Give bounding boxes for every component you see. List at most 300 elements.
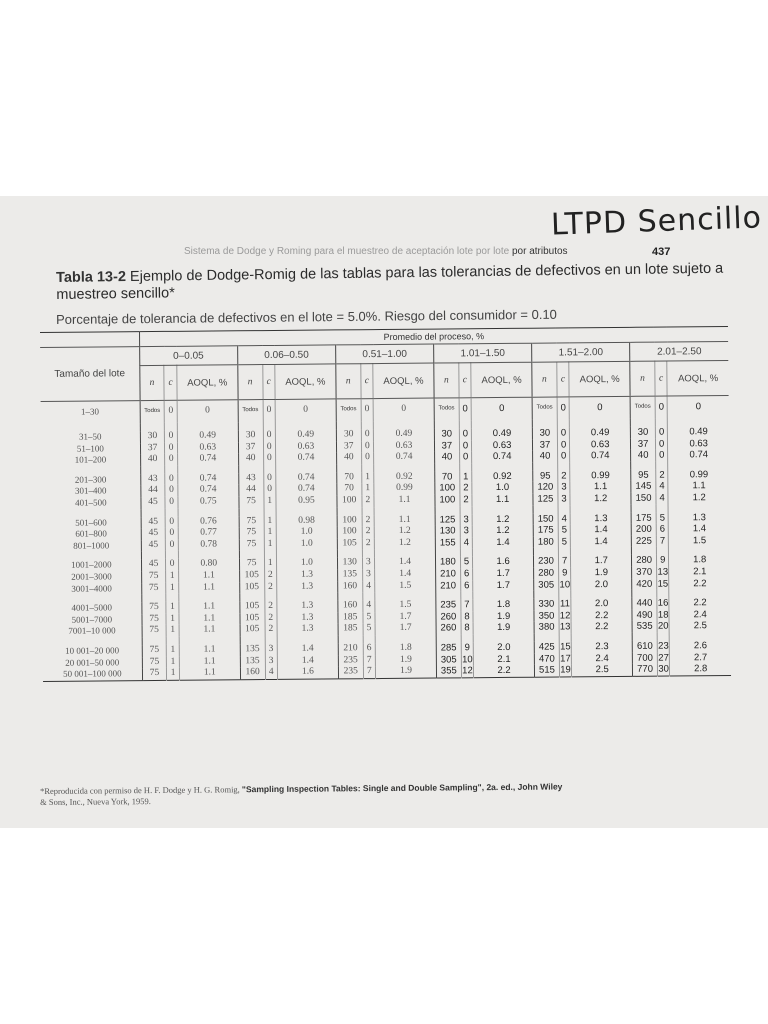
value-cell: 1.2 <box>668 492 729 504</box>
value-cell: 2.2 <box>474 665 535 678</box>
value-cell: 200 <box>631 524 656 536</box>
value-cell: 0 <box>275 399 336 422</box>
column-header-n: n <box>532 362 557 397</box>
value-cell: 280 <box>534 567 559 579</box>
value-cell: 1.9 <box>375 666 436 679</box>
value-cell: 1 <box>264 539 276 551</box>
value-cell: 1 <box>167 668 179 680</box>
value-cell: 1.0 <box>276 527 337 539</box>
value-cell: 0 <box>165 431 177 443</box>
value-cell: 0.49 <box>668 426 729 438</box>
value-cell: 3 <box>460 514 472 526</box>
value-cell: 0 <box>166 559 178 571</box>
group-header: 1.51–2.00 <box>532 342 630 362</box>
value-cell: 180 <box>435 557 460 569</box>
value-cell: 355 <box>436 665 461 677</box>
value-cell: 2.4 <box>669 609 730 621</box>
value-cell: 1.1 <box>374 514 435 526</box>
value-cell: 1.6 <box>473 556 534 568</box>
column-header-aoql: AOQL, % <box>471 362 532 398</box>
value-cell: 0.75 <box>178 496 239 508</box>
value-cell: 0.99 <box>570 470 631 482</box>
footnote-publisher: & Sons, Inc., Nueva York, 1959. <box>40 796 151 807</box>
value-cell: 5 <box>656 512 668 524</box>
value-cell: 1.1 <box>668 480 729 492</box>
value-cell: 0.74 <box>178 473 239 485</box>
value-cell: 1 <box>166 614 178 626</box>
value-cell: 0 <box>177 400 238 423</box>
value-cell: 1.9 <box>375 654 436 666</box>
value-cell: 260 <box>436 623 461 635</box>
value-cell: 8 <box>461 623 473 635</box>
value-cell: 2.1 <box>669 566 730 578</box>
value-cell: 3 <box>558 482 570 494</box>
value-cell: 0 <box>263 484 275 496</box>
value-cell: 0 <box>557 397 570 420</box>
value-cell: 45 <box>141 559 166 571</box>
value-cell: 27 <box>658 652 669 664</box>
value-cell: 30 <box>140 431 165 443</box>
value-cell: 1.5 <box>375 600 436 612</box>
value-cell: 2 <box>265 624 277 636</box>
value-cell: 18 <box>657 609 669 621</box>
table-title <box>56 261 726 304</box>
value-cell: 440 <box>632 598 657 610</box>
value-cell: 40 <box>533 451 558 463</box>
value-cell: 3 <box>362 557 374 569</box>
value-cell: 0.63 <box>177 442 238 454</box>
value-cell: 0 <box>655 427 667 439</box>
value-cell: 95 <box>631 469 656 481</box>
value-cell: 2.1 <box>473 653 534 665</box>
value-cell: 515 <box>535 665 560 677</box>
column-header-c: c <box>262 364 275 399</box>
group-header: 0–0.05 <box>139 346 237 366</box>
value-cell: 180 <box>533 536 558 548</box>
dodge-romig-table <box>40 326 731 682</box>
value-cell: 0.74 <box>276 472 337 484</box>
value-cell: 0 <box>459 451 471 463</box>
value-cell: 0 <box>557 451 569 463</box>
value-cell: 0 <box>361 429 373 441</box>
value-cell: 1.2 <box>374 526 435 538</box>
value-cell: 11 <box>559 598 570 610</box>
value-cell: 1.4 <box>277 643 338 655</box>
value-cell: 235 <box>338 655 363 667</box>
value-cell: 3 <box>265 655 277 667</box>
value-cell: 4 <box>265 667 277 679</box>
column-header-n: n <box>238 365 263 400</box>
value-cell: 40 <box>631 450 656 462</box>
value-cell: 1.1 <box>374 495 435 507</box>
value-cell: 43 <box>239 473 264 485</box>
value-cell: 7 <box>363 655 375 667</box>
value-cell: 1 <box>361 483 373 495</box>
value-cell: 16 <box>657 597 669 609</box>
value-cell: 1.1 <box>179 656 240 668</box>
column-header-aoql: AOQL, % <box>667 360 728 396</box>
value-cell: 1.5 <box>669 535 730 547</box>
value-cell: 1.7 <box>375 623 436 635</box>
value-cell: 2.2 <box>571 610 632 622</box>
value-cell: 7 <box>461 599 473 611</box>
column-header-aoql: AOQL, % <box>569 361 630 397</box>
value-cell: 235 <box>338 666 363 678</box>
value-cell: 2.5 <box>669 620 730 632</box>
value-cell: 4 <box>656 492 668 504</box>
value-cell: 0.63 <box>472 439 533 451</box>
value-cell: 1 <box>166 602 178 614</box>
value-cell: 2 <box>264 581 276 593</box>
value-cell: 0 <box>263 399 276 422</box>
value-cell: 0 <box>655 438 667 450</box>
value-cell: 105 <box>239 582 264 594</box>
value-cell: 95 <box>533 470 558 482</box>
value-cell: 0 <box>656 450 668 462</box>
value-cell: 1.1 <box>179 582 240 594</box>
column-header-n: n <box>139 365 164 400</box>
value-cell: 130 <box>337 558 362 570</box>
value-cell: 0.74 <box>374 452 435 464</box>
value-cell: 2.7 <box>670 651 731 663</box>
value-cell: 17 <box>560 652 571 664</box>
value-cell: 1.3 <box>277 569 338 581</box>
lot-size-cell: 7001–10 000 <box>68 625 116 637</box>
value-cell: 0.74 <box>668 449 729 461</box>
column-header-aoql: AOQL, % <box>275 364 336 400</box>
value-cell: 330 <box>534 599 559 611</box>
value-cell: 0 <box>667 395 728 418</box>
value-cell: 285 <box>436 642 461 654</box>
value-cell: 6 <box>363 643 375 655</box>
value-cell: 30 <box>336 429 361 441</box>
table-title-text: Ejemplo de Dodge-Romig de las tablas para las tolerancias de defectivos en un lote sujeto a muestreo sencillo* <box>56 260 724 303</box>
value-cell: 0.95 <box>276 495 337 507</box>
value-cell: 1.9 <box>473 622 534 634</box>
value-cell: 12 <box>559 610 571 622</box>
value-cell: 5 <box>558 525 570 537</box>
value-cell: 2 <box>265 613 277 625</box>
value-cell: 105 <box>240 624 265 636</box>
value-cell: 1.3 <box>277 612 338 624</box>
group-header: 1.01–1.50 <box>434 343 532 363</box>
table-label: Tabla 13-2 <box>56 269 127 286</box>
lot-size-cell: 201–300 <box>74 474 107 485</box>
value-cell: 30 <box>532 427 557 439</box>
group-header: 0.51–1.00 <box>335 344 433 364</box>
value-cell: 70 <box>337 472 362 484</box>
value-cell: 75 <box>239 558 264 570</box>
value-cell: 160 <box>338 600 363 612</box>
value-cell: 1.2 <box>472 525 533 537</box>
value-cell: 1 <box>361 472 373 484</box>
value-cell: 1.0 <box>276 538 337 550</box>
value-cell: Todos <box>630 396 655 419</box>
value-cell: 3 <box>558 493 570 505</box>
lot-size-cell: 601–800 <box>75 528 107 539</box>
value-cell: 0 <box>165 474 177 486</box>
value-cell: 0.74 <box>472 451 533 463</box>
lot-size-cell: 801–1000 <box>73 540 110 551</box>
value-cell: 1 <box>166 571 178 583</box>
value-cell: 225 <box>632 535 657 547</box>
value-cell: 770 <box>633 664 658 676</box>
value-cell: 125 <box>435 514 460 526</box>
value-cell: 1.1 <box>178 570 239 582</box>
value-cell: 37 <box>434 440 459 452</box>
value-cell: 185 <box>338 624 363 636</box>
value-cell: 135 <box>240 656 265 668</box>
value-cell: 0 <box>165 442 177 454</box>
value-cell: 1.0 <box>276 558 337 570</box>
value-cell: 75 <box>142 625 167 637</box>
value-cell: 0.98 <box>276 515 337 527</box>
value-cell: 0 <box>166 540 178 552</box>
value-cell: 3 <box>265 644 277 656</box>
value-cell: 100 <box>435 494 460 506</box>
value-cell: 490 <box>632 609 657 621</box>
value-cell: 3 <box>460 525 472 537</box>
value-cell: 0 <box>263 430 275 442</box>
value-cell: 37 <box>336 441 361 453</box>
running-head-light: Sistema de Dodge y Roming para el muestreo de aceptación lote por lote <box>184 246 510 257</box>
value-cell: 2 <box>460 494 472 506</box>
value-cell: 1.1 <box>179 601 240 613</box>
value-cell: Todos <box>434 398 459 421</box>
value-cell: 70 <box>435 471 460 483</box>
value-cell: 0.74 <box>276 453 337 465</box>
value-cell: 19 <box>560 664 571 676</box>
value-cell: 0.74 <box>177 453 238 465</box>
value-cell: Todos <box>532 397 557 420</box>
value-cell: 1.7 <box>473 568 534 580</box>
value-cell: 305 <box>436 654 461 666</box>
lot-size-cell: 50 001–100 000 <box>63 668 122 679</box>
value-cell: 75 <box>239 516 264 528</box>
value-cell: 0 <box>557 439 569 451</box>
table-subtitle: Porcentaje de tolerancia de defectivos en el lote = 5.0%. Riesgo del consumidor = 0.10 <box>56 306 557 327</box>
value-cell: 2.0 <box>473 642 534 654</box>
value-cell: 0.49 <box>373 429 434 441</box>
value-cell: 44 <box>239 484 264 496</box>
value-cell: 280 <box>632 555 657 567</box>
value-cell: 1.3 <box>570 512 631 524</box>
value-cell: 0 <box>361 399 374 422</box>
value-cell: 1.1 <box>179 613 240 625</box>
value-cell: 2 <box>362 495 374 507</box>
value-cell: 0.99 <box>668 469 729 481</box>
value-cell: 2.5 <box>572 664 633 677</box>
value-cell: 1.2 <box>472 513 533 525</box>
lot-size-cell: 3001–4000 <box>71 582 112 594</box>
value-cell: 155 <box>435 537 460 549</box>
value-cell: 0 <box>165 400 178 423</box>
lot-size-cell: 51–100 <box>76 443 104 454</box>
value-cell: 0 <box>471 397 532 420</box>
value-cell: 75 <box>141 571 166 583</box>
value-cell: 260 <box>436 611 461 623</box>
value-cell: 0 <box>165 454 177 466</box>
value-cell: 105 <box>240 601 265 613</box>
value-cell: 1.3 <box>277 624 338 636</box>
value-cell: 0 <box>166 516 178 528</box>
value-cell: 535 <box>632 621 657 633</box>
value-cell: 1.8 <box>669 554 730 566</box>
value-cell: 12 <box>462 665 473 677</box>
lot-size-cell: 20 001–50 000 <box>65 656 120 668</box>
value-cell: 1.4 <box>669 523 730 535</box>
value-cell: 6 <box>460 580 472 592</box>
value-cell: 20 <box>657 620 669 632</box>
column-header-c: c <box>164 365 177 400</box>
value-cell: 4 <box>656 481 668 493</box>
value-cell: 120 <box>533 482 558 494</box>
value-cell: 45 <box>141 497 166 509</box>
value-cell: 100 <box>337 515 362 527</box>
value-cell: 1.7 <box>375 611 436 623</box>
value-cell: 160 <box>338 581 363 593</box>
value-cell: 0.74 <box>276 484 337 496</box>
value-cell: 1.9 <box>571 567 632 579</box>
value-cell: 7 <box>558 556 570 568</box>
value-cell: 10 <box>559 578 571 591</box>
value-cell: 425 <box>534 641 559 653</box>
value-cell: 2.2 <box>571 621 632 633</box>
value-cell: 210 <box>338 643 363 655</box>
value-cell: 1.8 <box>473 599 534 611</box>
value-cell: 10 <box>461 653 473 665</box>
value-cell: 105 <box>240 613 265 625</box>
value-cell: 7 <box>363 666 375 678</box>
value-cell: 7 <box>656 535 668 547</box>
footnote-source: *Reproducida con permiso de H. F. Dodge y H. G. Romig, <box>40 784 240 796</box>
value-cell: 0.74 <box>178 485 239 497</box>
column-header-c: c <box>655 361 668 396</box>
value-cell: 0 <box>263 473 275 485</box>
value-cell: 75 <box>142 602 167 614</box>
value-cell: 100 <box>435 483 460 495</box>
value-cell: 40 <box>336 452 361 464</box>
value-cell: 45 <box>141 528 166 540</box>
page-photo <box>0 196 768 828</box>
value-cell: 2.0 <box>571 578 632 590</box>
value-cell: 700 <box>633 652 658 664</box>
value-cell: 2 <box>460 483 472 495</box>
value-cell: 3 <box>362 569 374 581</box>
value-cell: Todos <box>336 399 361 422</box>
value-cell: 0 <box>557 427 569 439</box>
value-cell: 15 <box>657 578 669 590</box>
value-cell: 1.3 <box>668 512 729 524</box>
value-cell: 350 <box>534 610 559 622</box>
lot-size-cell: 1–30 <box>80 406 100 417</box>
value-cell: 420 <box>632 578 657 590</box>
value-cell: 4 <box>363 600 375 612</box>
value-cell: 2 <box>362 515 374 527</box>
value-cell: 1.7 <box>473 579 534 591</box>
value-cell: 1.1 <box>472 494 533 506</box>
value-cell: 0 <box>655 396 668 419</box>
lot-size-cell: 4001–5000 <box>71 602 113 613</box>
lot-size-cell: 5001–7000 <box>71 614 113 625</box>
value-cell: 37 <box>238 442 263 454</box>
value-cell: 45 <box>141 516 166 528</box>
value-cell: 2.3 <box>571 641 632 653</box>
value-cell: 5 <box>363 623 375 635</box>
value-cell: 0 <box>373 398 434 421</box>
value-cell: 1 <box>264 558 276 570</box>
page-number: 437 <box>652 246 671 258</box>
value-cell: 2 <box>264 570 276 582</box>
value-cell: 1.2 <box>570 493 631 505</box>
value-cell: 100 <box>337 526 362 538</box>
value-cell: 1.2 <box>374 537 435 549</box>
value-cell: Todos <box>140 400 165 423</box>
value-cell: 1.1 <box>179 667 240 680</box>
value-cell: 610 <box>632 641 657 653</box>
group-header: 0.06–0.50 <box>237 345 335 365</box>
value-cell: 44 <box>140 485 165 497</box>
value-cell: 1 <box>167 645 179 657</box>
value-cell: 0.92 <box>374 471 435 483</box>
value-cell: 75 <box>142 656 167 668</box>
value-cell: 2.6 <box>670 640 731 652</box>
value-cell: 150 <box>631 493 656 505</box>
value-cell: 0 <box>459 428 471 440</box>
value-cell: 1.4 <box>375 557 436 569</box>
lot-size-cell: 501–600 <box>75 516 107 528</box>
value-cell: 235 <box>436 599 461 611</box>
value-cell: 2 <box>362 538 374 550</box>
value-cell: 1.4 <box>571 536 632 548</box>
column-header-c: c <box>459 363 472 398</box>
column-header-aoql: AOQL, % <box>373 363 434 399</box>
value-cell: 75 <box>239 539 264 551</box>
value-cell: 8 <box>461 611 473 623</box>
value-cell: 0.49 <box>570 427 631 439</box>
value-cell: 380 <box>534 622 559 634</box>
value-cell: 0.80 <box>178 559 239 571</box>
value-cell: 30 <box>631 427 656 439</box>
value-cell: 230 <box>534 556 559 568</box>
value-cell: 1 <box>459 471 471 483</box>
value-cell: 75 <box>142 614 167 626</box>
value-cell: 0.77 <box>178 527 239 539</box>
value-cell: 1.9 <box>473 610 534 622</box>
value-cell: 30 <box>434 428 459 440</box>
value-cell: 9 <box>461 642 473 654</box>
value-cell: 2 <box>656 469 668 481</box>
value-cell: 2 <box>264 601 276 613</box>
value-cell: 40 <box>238 453 263 465</box>
value-cell: 43 <box>140 474 165 486</box>
value-cell: 0.63 <box>668 438 729 450</box>
value-cell: 1.3 <box>277 601 338 613</box>
handwritten-note: LTPD Sencillo <box>550 200 763 243</box>
value-cell: 210 <box>436 580 461 592</box>
value-cell: 160 <box>240 667 265 679</box>
value-cell: 145 <box>631 481 656 493</box>
value-cell: 1.1 <box>179 625 240 637</box>
value-cell: 1.4 <box>570 524 631 536</box>
value-cell: 1 <box>167 625 179 637</box>
value-cell: 4 <box>460 537 472 549</box>
value-cell: 75 <box>239 496 264 508</box>
value-cell: 185 <box>338 612 363 624</box>
column-header-n: n <box>336 364 361 399</box>
value-cell: 6 <box>656 524 668 536</box>
column-header-n: n <box>630 361 655 396</box>
